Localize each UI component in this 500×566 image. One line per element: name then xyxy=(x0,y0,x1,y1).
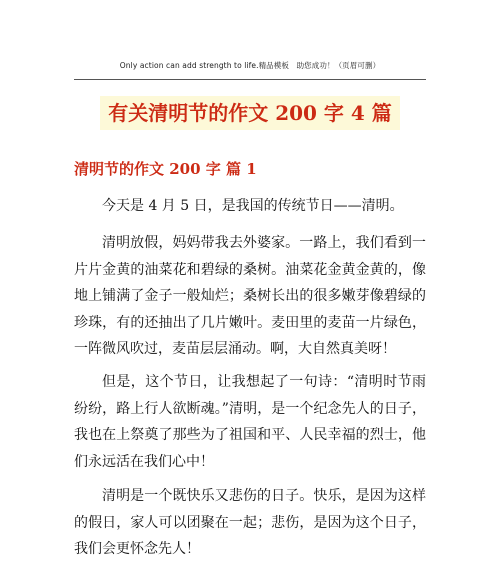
paragraph-1: 今天是 4 月 5 日，是我国的传统节日——清明。 xyxy=(102,198,404,214)
page-header-note: Only action can add strength to life.精品模板 助您成功！（页眉可删） xyxy=(119,61,381,70)
title-container xyxy=(0,96,500,130)
paragraph-2: 清明放假，妈妈带我去外婆家。一路上，我们看到一片片金黄的油菜花和碧绿的桑树。油菜花金黄金黄的，像地上铺满了金子一般灿烂；桑树长出的很多嫩芽像碧绿的珍珠，有的还抽出了几片嫩叶。麦田里的麦苗一片绿色，一阵微风吹过，麦苗层层涌动。啊，大自然真美呀！ xyxy=(74,235,426,357)
section-heading: 清明节的作文 200 字 篇 1 xyxy=(74,160,257,178)
paragraph-3: 但是，这个节日，让我想起了一句诗：“清明时节雨纷纷，路上行人欲断魂。”清明，是一个纪念先人的日子，我也在上祭奠了那些为了祖国和平、人民幸福的烈士，他们永远活在我们心中！ xyxy=(74,374,426,470)
header-divider xyxy=(74,79,426,80)
paragraph-4: 清明是一个既快乐又悲伤的日子。快乐，是因为这样的假日，家人可以团聚在一起；悲伤，是因为这个日子，我们会更怀念先人！ xyxy=(74,488,426,557)
document-title: 有关清明节的作文 200 字 4 篇 xyxy=(100,96,400,130)
